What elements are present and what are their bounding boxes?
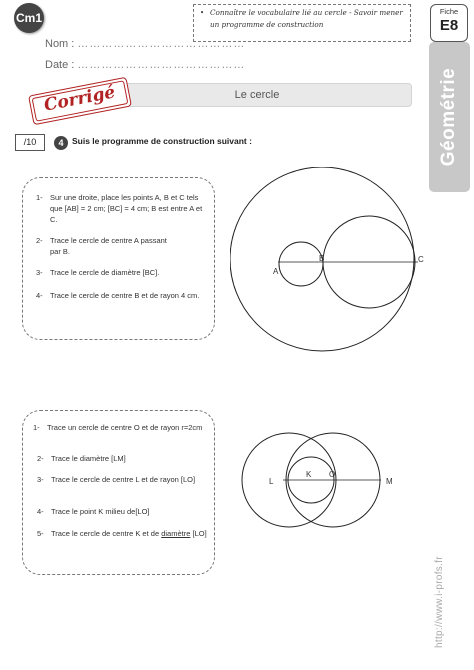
program2-step-3 [37, 475, 207, 486]
step-number: 5- [37, 529, 44, 538]
program1-step-4 [36, 291, 206, 302]
step-text: Trace un cercle de centre O et de rayon r=2cm [47, 423, 203, 432]
fiche-label: Fiche [439, 7, 459, 16]
label-a: A [273, 267, 279, 276]
circle-center-a [279, 242, 323, 286]
program-box-1 [22, 177, 215, 340]
step-text-underlined: diamètre [161, 529, 191, 538]
date-field [45, 59, 245, 71]
objective-box [193, 4, 411, 42]
step-number: 2- [37, 454, 44, 463]
step-text: Trace le point K milieu de[LO] [51, 507, 150, 516]
step-number: 2- [36, 236, 43, 245]
page-title: Le cercle [102, 83, 412, 107]
subject-label: Géométrie [438, 67, 460, 167]
step-number: 4- [36, 291, 43, 300]
step-number: 1- [33, 423, 40, 432]
label-c: C [418, 255, 424, 264]
figure-2 [235, 425, 405, 540]
program2-step-1 [33, 423, 208, 434]
date-dots: …………………………………… [77, 59, 246, 71]
objective-text: Connaître le vocabulaire lié au cercle - Savoir mener un programme de construction [210, 8, 403, 30]
fiche-code: E8 [439, 17, 459, 34]
label-m: M [386, 477, 393, 486]
step-text: Trace le cercle de centre B et de rayon 4 cm. [50, 291, 200, 300]
step-text: Trace le diamètre [LM] [51, 454, 126, 463]
program1-step-1 [36, 193, 206, 226]
objective-bullet: • [200, 9, 205, 17]
step-text [37, 529, 207, 540]
program2-step-4 [37, 507, 207, 518]
step-text: Trace le cercle de centre A passant par B. [50, 236, 167, 256]
stamp-label: Corrigé [42, 82, 117, 116]
program2-step-5 [37, 529, 207, 540]
program1-step-3 [36, 268, 206, 279]
score-box: /10 [15, 134, 45, 151]
exercise-number: 4 [54, 136, 68, 150]
step-text-before: Trace le cercle de centre K et de [51, 529, 160, 538]
name-label: Nom : [45, 38, 75, 50]
step-number: 3- [37, 475, 44, 484]
program1-step-2 [36, 236, 171, 258]
label-l: L [269, 477, 274, 486]
step-text: Trace le cercle de diamètre [BC]. [50, 268, 160, 277]
step-number: 4- [37, 507, 44, 516]
label-k: K [306, 470, 312, 479]
program-box-2 [22, 410, 215, 575]
label-b: B [319, 254, 325, 263]
step-text-after: [LO] [192, 529, 207, 538]
name-dots: …………………………………… [77, 38, 246, 50]
figure-1 [230, 167, 430, 367]
label-o: O [329, 470, 336, 479]
fiche-tag [430, 4, 468, 42]
exercise-instruction: Suis le programme de construction suivant : [72, 136, 252, 146]
step-text: Trace le cercle de centre L et de rayon [LO] [51, 475, 196, 484]
step-text: Sur une droite, place les points A, B et C tels que [AB] = 2 cm; [BC] = 4 cm; B est entre A et C. [50, 193, 203, 224]
step-number: 1- [36, 193, 43, 202]
corrige-stamp [28, 77, 132, 126]
step-number: 3- [36, 268, 43, 277]
date-label: Date : [45, 59, 75, 71]
site-credit: http://www.i-profs.fr [434, 556, 445, 648]
subject-tab [429, 42, 470, 192]
level-badge: Cm1 [14, 3, 44, 33]
program2-step-2 [37, 454, 207, 465]
